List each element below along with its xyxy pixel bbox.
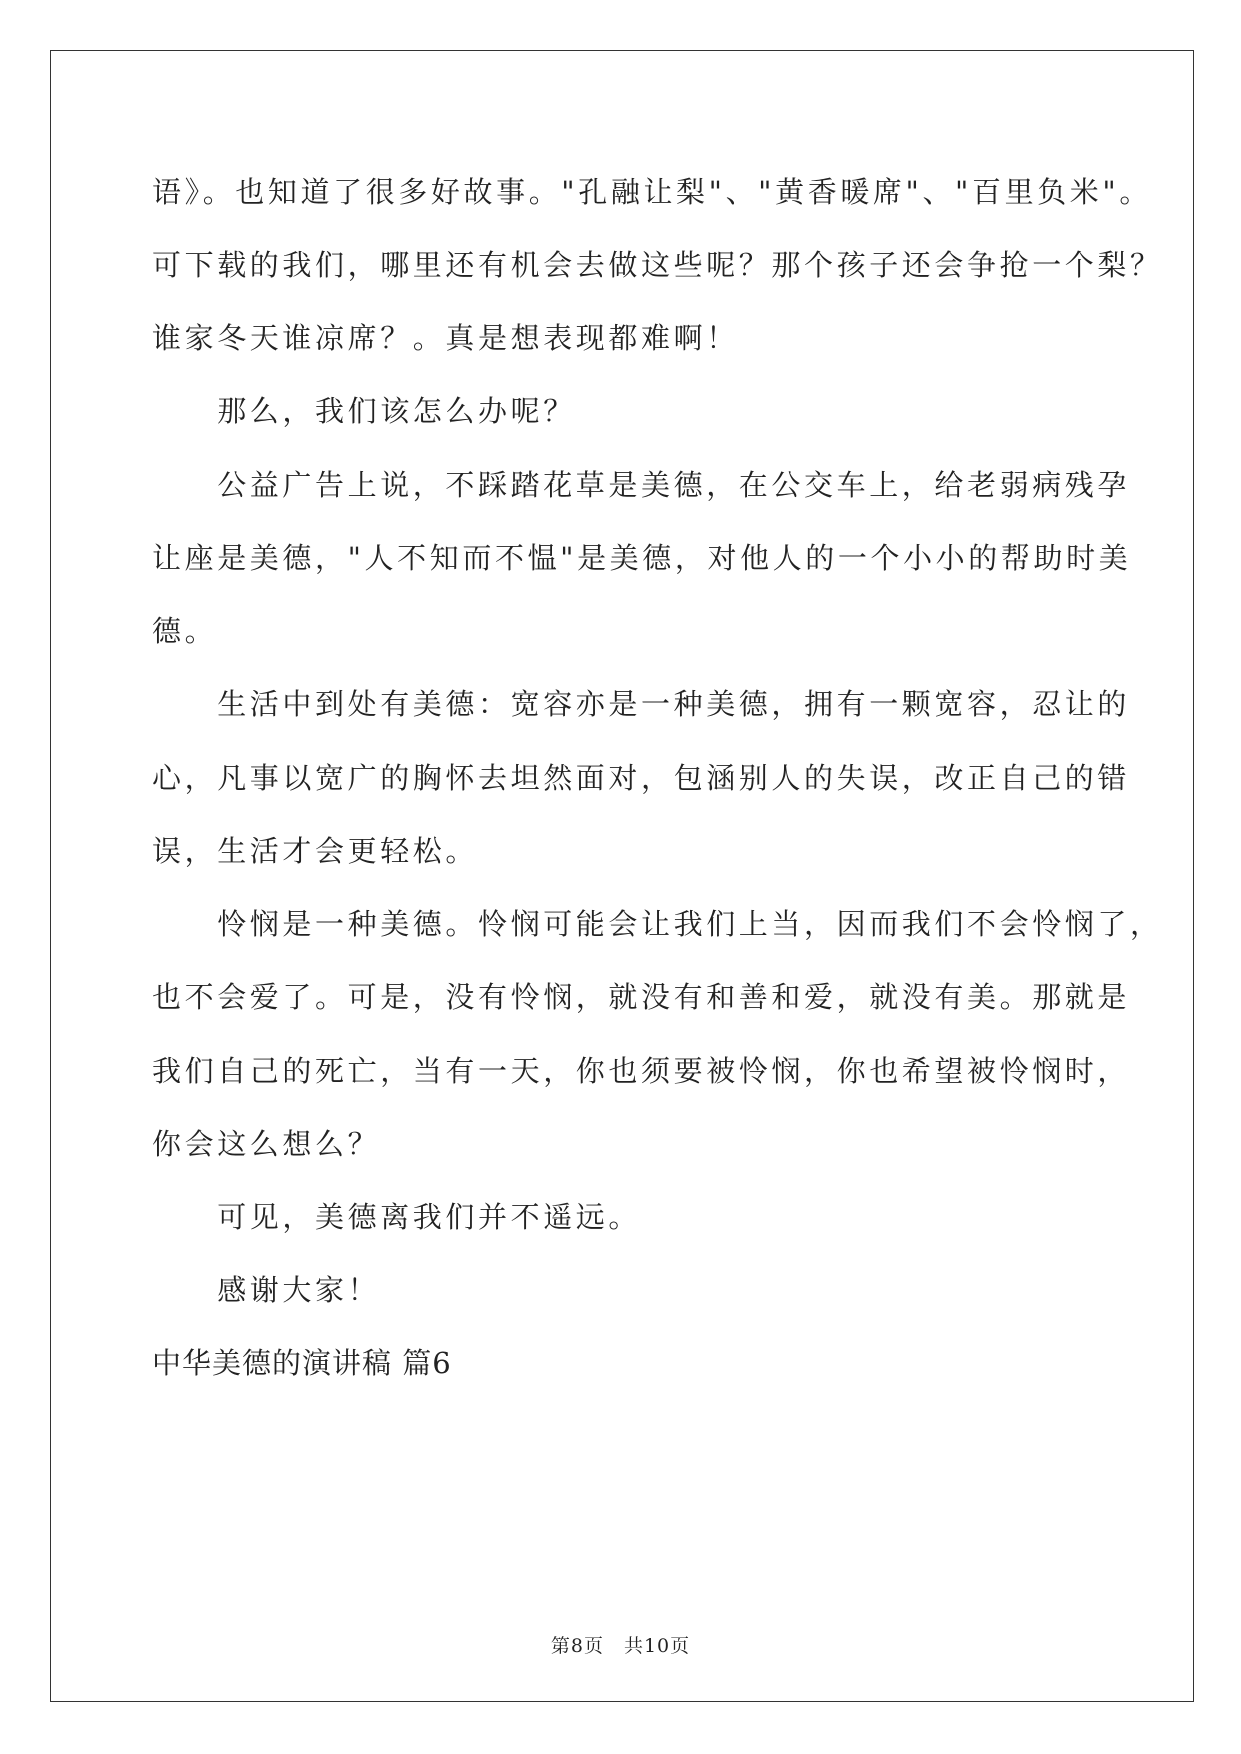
body-text-line: 那么，我们该怎么办呢？ bbox=[152, 394, 576, 428]
body-text-line: 德。 bbox=[152, 614, 218, 648]
body-text-line: 我们自己的死亡，当有一天，你也须要被怜悯，你也希望被怜悯时， bbox=[152, 1054, 1131, 1088]
body-text-line: 可下载的我们，哪里还有机会去做这些呢？那个孩子还会争抢一个梨？ bbox=[152, 248, 1163, 282]
body-text-line: 生活中到处有美德：宽容亦是一种美德，拥有一颗宽容，忍让的 bbox=[152, 687, 1131, 721]
page-border bbox=[50, 50, 1194, 1702]
body-text-line: 心，凡事以宽广的胸怀去坦然面对，包涵别人的失误，改正自己的错 bbox=[152, 761, 1131, 795]
body-text-line: 让座是美德，"人不知而不愠"是美德，对他人的一个小小的帮助时美 bbox=[152, 541, 1132, 575]
body-text-line: 谁家冬天谁凉席？。真是想表现都难啊！ bbox=[152, 321, 739, 355]
body-text-line: 可见，美德离我们并不遥远。 bbox=[152, 1200, 642, 1234]
section-heading: 中华美德的演讲稿 篇6 bbox=[152, 1346, 452, 1380]
page-number-footer: 第8页 共10页 bbox=[550, 1635, 691, 1657]
body-text-line: 你会这么想么？ bbox=[152, 1127, 381, 1161]
body-text-line: 公益广告上说，不踩踏花草是美德，在公交车上，给老弱病残孕 bbox=[152, 468, 1131, 502]
body-text-line: 语》。也知道了很多好故事。"孔融让梨"、"黄香暖席"、"百里负米"。 bbox=[152, 175, 1152, 209]
body-text-line: 感谢大家！ bbox=[152, 1273, 381, 1307]
body-text-line: 怜悯是一种美德。怜悯可能会让我们上当，因而我们不会怜悯了， bbox=[152, 907, 1163, 941]
body-text-line: 误，生活才会更轻松。 bbox=[152, 834, 479, 868]
body-text-line: 也不会爱了。可是，没有怜悯，就没有和善和爱，就没有美。那就是 bbox=[152, 980, 1131, 1014]
